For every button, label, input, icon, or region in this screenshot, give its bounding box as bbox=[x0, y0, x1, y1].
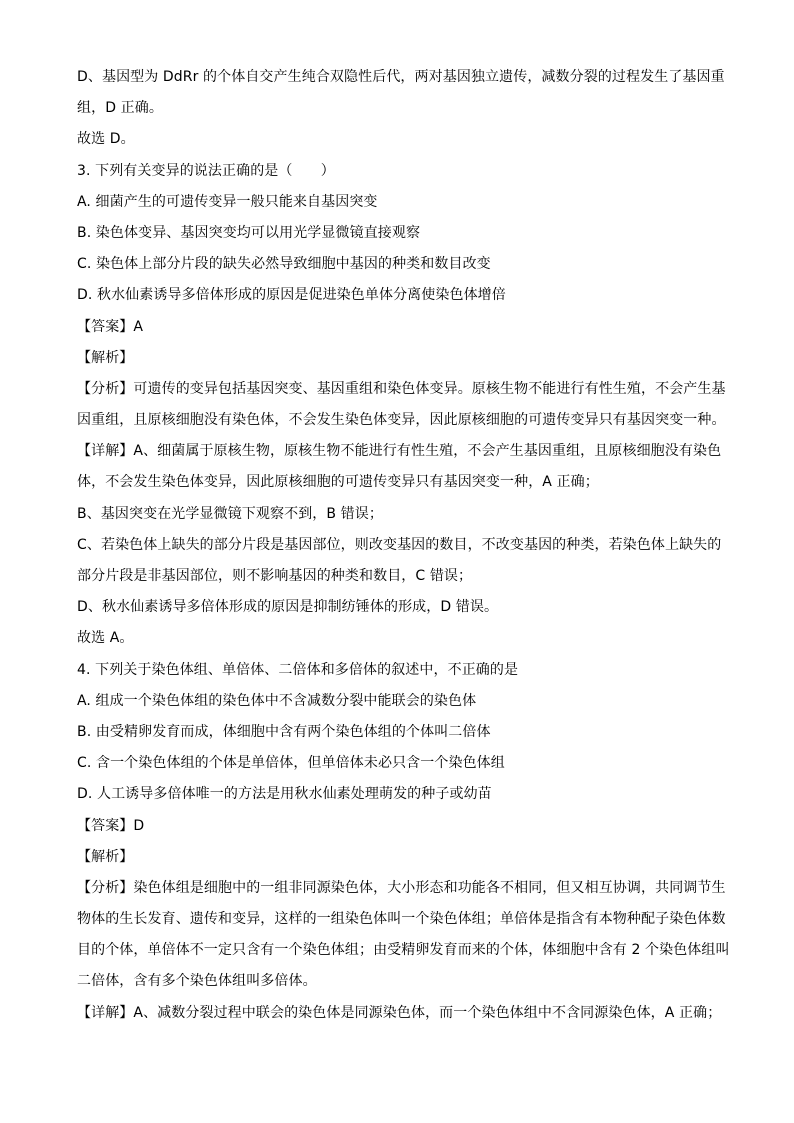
option-a: A. 细菌产生的可遗传变异一般只能来自基因突变 bbox=[77, 193, 378, 210]
text-line: D、基因型为 DdRr 的个体自交产生纯合双隐性后代，两对基因独立遗传，减数分裂的过程发生了基因重 bbox=[77, 69, 725, 85]
text-line: 【分析】可遗传的变异包括基因突变、基因重组和染色体变异。原核生物不能进行有性生殖，不会产生基 bbox=[77, 380, 726, 397]
text-line: 【详解】A、减数分裂过程中联会的染色体是同源染色体，而一个染色体组中不含同源染色体，A 正确； bbox=[77, 1004, 722, 1021]
option-d: D. 秋水仙素诱导多倍体形成的原因是促进染色单体分离使染色体增倍 bbox=[77, 287, 506, 304]
option-c: C. 染色体上部分片段的缺失必然导致细胞中基因的种类和数目改变 bbox=[77, 256, 491, 273]
text-line: 目的个体，单倍体不一定只含有一个染色体组；由受精卵发育而来的个体，体细胞中含有 2 个染色体组叫 bbox=[77, 942, 730, 959]
answer-label: 【答案】D bbox=[77, 817, 145, 834]
option-a: A. 组成一个染色体组的染色体中不含减数分裂中能联会的染色体 bbox=[77, 692, 477, 709]
analysis-label: 【解析】 bbox=[77, 848, 134, 865]
text-line: 【分析】染色体组是细胞中的一组非同源染色体，大小形态和功能各不相同，但又相互协调，共同调节生 bbox=[77, 879, 726, 896]
text-line: 物体的生长发育、遗传和变异，这样的一组染色体叫一个染色体组；单倍体是指含有本物种配子染色体数 bbox=[77, 911, 726, 928]
text-line: 二倍体，含有多个染色体组叫多倍体。 bbox=[77, 973, 317, 990]
text-line: 体，不会发生染色体变异，因此原核细胞的可遗传变异只有基因突变一种，A 正确； bbox=[77, 474, 599, 491]
analysis-label: 【解析】 bbox=[77, 349, 134, 366]
text-line: B、基因突变在光学显微镜下观察不到，B 错误； bbox=[77, 505, 383, 522]
option-c: C. 含一个染色体组的个体是单倍体，但单倍体未必只含一个染色体组 bbox=[77, 755, 505, 772]
option-d: D. 人工诱导多倍体唯一的方法是用秋水仙素处理萌发的种子或幼苗 bbox=[77, 786, 492, 803]
text-line: 故选 D。 bbox=[77, 131, 135, 148]
document-page bbox=[77, 62, 730, 1029]
question-stem: 4. 下列关于染色体组、单倍体、二倍体和多倍体的叙述中，不正确的是 bbox=[77, 661, 519, 678]
text-line: C、若染色体上缺失的部分片段是基因部位，则改变基因的数目，不改变基因的种类，若染色体上缺失的 bbox=[77, 536, 722, 553]
question-stem: 3. 下列有关变异的说法正确的是（ ） bbox=[77, 162, 335, 179]
text-line: 故选 A。 bbox=[77, 630, 134, 647]
answer-label: 【答案】A bbox=[77, 318, 144, 335]
text-line: 因重组，且原核细胞没有染色体，不会发生染色体变异，因此原核细胞的可遗传变异只有基因突变一种。 bbox=[77, 412, 726, 429]
option-b: B. 由受精卵发育而成，体细胞中含有两个染色体组的个体叫二倍体 bbox=[77, 723, 491, 740]
text-line: 部分片段是非基因部位，则不影响基因的种类和数目，C 错误； bbox=[77, 568, 473, 584]
option-b: B. 染色体变异、基因突变均可以用光学显微镜直接观察 bbox=[77, 224, 421, 241]
text-line: D、秋水仙素诱导多倍体形成的原因是抑制纺锤体的形成，D 错误。 bbox=[77, 599, 499, 616]
text-line: 组，D 正确。 bbox=[77, 100, 163, 117]
text-line: 【详解】A、细菌属于原核生物，原核生物不能进行有性生殖，不会产生基因重组，且原核细胞没有染色 bbox=[77, 443, 722, 460]
